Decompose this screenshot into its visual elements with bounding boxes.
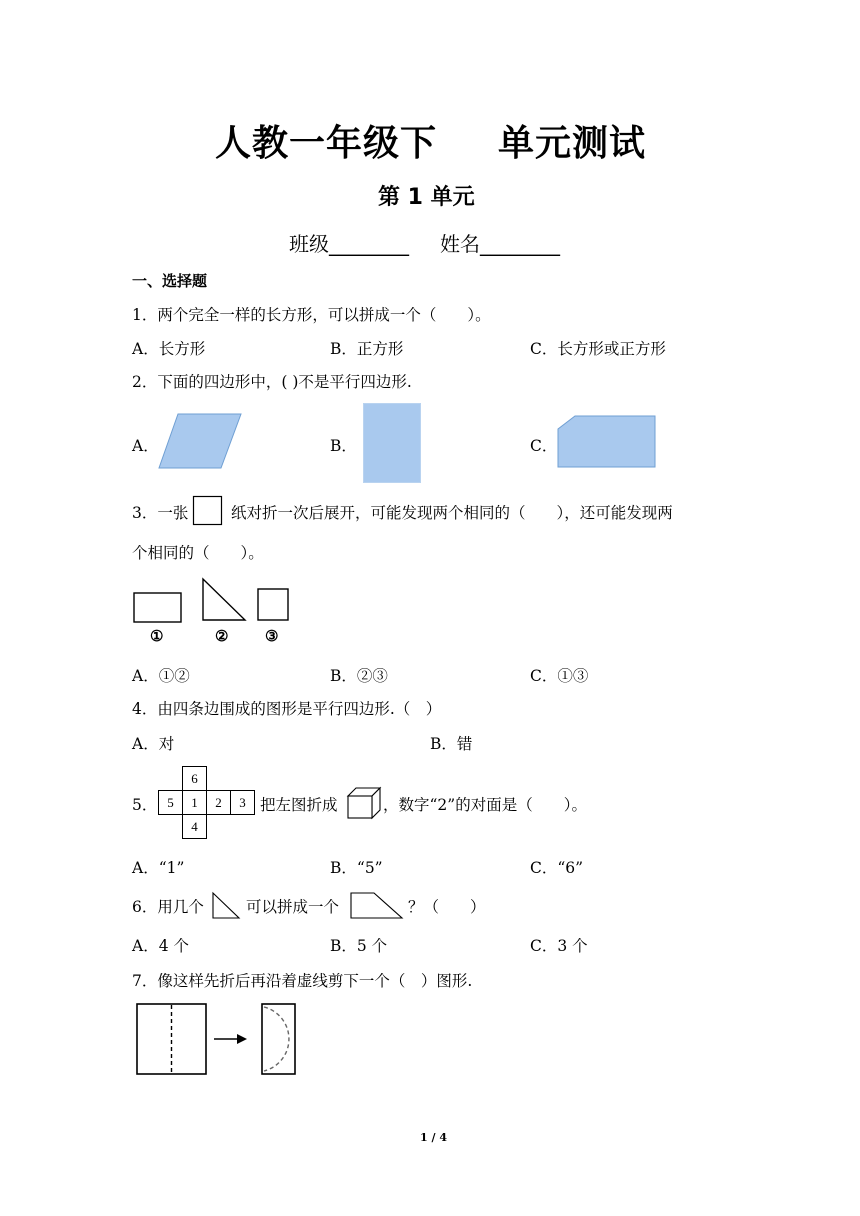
page-title-right: 单元测试 (498, 123, 647, 164)
cube-net-diagram (158, 766, 260, 840)
question-4-text: 4．由四条边围成的图形是平行四边形.（ ） (132, 700, 442, 718)
cube-icon (346, 786, 382, 820)
q6-option-c[interactable]: C．3 个 (530, 937, 588, 955)
rectangle-tall-shape (363, 403, 421, 483)
figure-label-3: ③ (265, 627, 279, 645)
trapezoid-icon (350, 892, 404, 920)
q2-option-c[interactable]: C． (530, 437, 558, 455)
q5-option-c[interactable]: C．“6” (530, 859, 584, 877)
q6-option-a[interactable]: A．4 个 (132, 937, 189, 955)
q1-option-a[interactable]: A．长方形 (132, 340, 206, 358)
figure-label-1: ① (150, 627, 164, 645)
q6-option-b[interactable]: B．5 个 (330, 937, 388, 955)
unit-subtitle: 第 1 单元 (378, 185, 475, 210)
q3-option-b[interactable]: B．②③ (330, 667, 388, 685)
right-triangle-icon (212, 892, 242, 920)
page-title-left: 人教一年级下 (215, 123, 438, 164)
q5-option-a[interactable]: A．“1” (132, 859, 185, 877)
cut-corner-rectangle-shape (557, 415, 657, 469)
fold-and-cut-diagram (136, 1003, 300, 1077)
q3-option-c[interactable]: C．①③ (530, 667, 589, 685)
question-2-text: 2．下面的四边形中，( )不是平行四边形. (132, 373, 412, 391)
section-heading: 一、选择题 (132, 272, 208, 290)
class-field-label: 班级________ (289, 232, 409, 256)
q4-option-a[interactable]: A．对 (132, 735, 175, 753)
net-number-2: 2 (215, 795, 222, 810)
figure-label-2: ② (215, 627, 229, 645)
square-paper-icon (193, 496, 223, 526)
net-number-4: 4 (191, 819, 198, 834)
name-field-label: 姓名________ (440, 232, 560, 256)
net-number-6: 6 (191, 771, 198, 786)
question-5-number: 5． (132, 796, 158, 814)
question-5-text-end: ，数字“2”的对面是（ ）。 (383, 796, 587, 814)
q4-option-b[interactable]: B．错 (430, 735, 473, 753)
q2-option-b[interactable]: B． (330, 437, 357, 455)
question-1-text: 1．两个完全一样的长方形，可以拼成一个（ ）。 (132, 306, 491, 324)
page-number: 1 / 4 (420, 1131, 447, 1144)
question-3-text-end: 纸对折一次后展开，可能发现两个相同的（ ），还可能发现两 (231, 504, 673, 522)
q2-option-a[interactable]: A． (132, 437, 159, 455)
q3-option-a[interactable]: A．①② (132, 667, 190, 685)
question-7-text: 7．像这样先折后再沿着虚线剪下一个（ ）图形. (132, 972, 473, 990)
net-number-1: 1 (191, 795, 198, 810)
question-5-text-mid: 把左图折成 (260, 796, 338, 814)
net-number-5: 5 (167, 795, 174, 810)
q1-option-c[interactable]: C．长方形或正方形 (530, 340, 666, 358)
question-6-text-start: 6．用几个 (132, 898, 204, 916)
net-number-3: 3 (239, 795, 246, 810)
parallelogram-shape (158, 413, 242, 469)
question-3-text-line2: 个相同的（ ）。 (132, 544, 264, 562)
question-6-text-mid: 可以拼成一个 (246, 898, 340, 916)
q1-option-b[interactable]: B．正方形 (330, 340, 404, 358)
question-6-text-end: ？（ ） (408, 898, 486, 916)
question-3-text-start: 3．一张 (132, 504, 189, 522)
q5-option-b[interactable]: B．“5” (330, 859, 383, 877)
